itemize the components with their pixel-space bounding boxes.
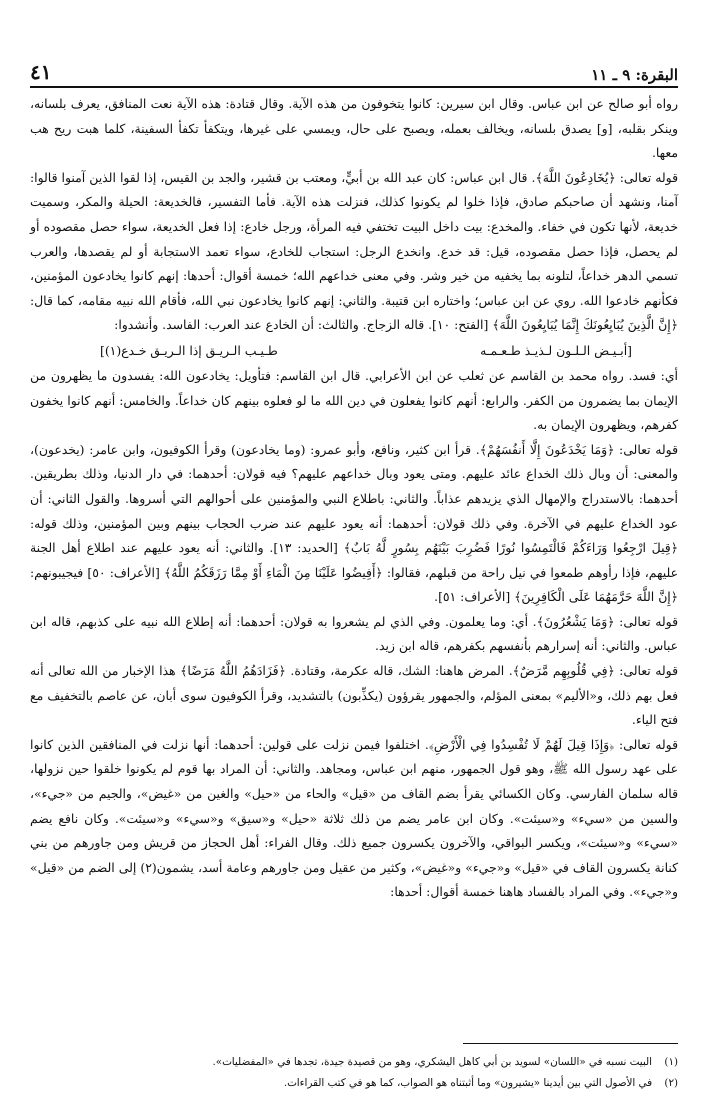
paragraph: قوله تعالى: ﴿فِي قُلُوبِهِم مَّرَضٌ﴾. المرض هاهنا: الشك، قاله عكرمة، وقتادة. ﴿فَزَادَهُمُ اللَّهُ مَرَضًا﴾ هذا الإخبار من الله تعالى أنه فعل بهم ذلك، و«الأليم» بمعنى المؤلم، والجمهور يقرؤون (يكذِّبون) بالتشديد، وقرأ الكوفيون سوى أبان، عن عاصم بالتخفيف مع فتح الياء. xyxy=(30,663,678,728)
footnotes xyxy=(30,1052,678,1094)
paragraph: قوله تعالى: ﴿وَإِذَا قِيلَ لَهُمْ لَا تُفْسِدُوا فِي الْأَرْضِ﴾. اختلفوا فيمن نزلت على قولين: أحدهما: أنها نزلت في المنافقين الذين كانوا على عهد رسول الله ﷺ، وهو قول الجمهور، منهم ابن عباس، ومجاهد. والثاني: أن المراد بها قوم لم يكونوا خلقوا حين نزولها، قاله سلمان الفارسي. وكان الكسائي يقرأ بضم القاف من «قيل» والحاء من «حيل» والغين من «غيض»، والجيم من «جيء»، والسين من «سيء» و«سيئت». وكان ابن عامر يضم من ذلك ثلاثة «حيل» و«سيق» و«سيء» و«سيئت». وكان نافع يضم «سيء» و«سيئت»، ويكسر البواقي، والآخرون يكسرون جميع ذلك. وقال الفراء: أهل الحجاز من قريش ومن جاورهم من بني كنانة يكسرون القاف في «قيل» و«جيء» و«غيض»، وكثير من عقيل ومن جاورهم وعامة أسد، يشمون(٢) إلى الضم من «قيل» و«جيء». وفي المراد بالفساد هاهنا خمسة أقوال: أحدها: xyxy=(30,736,678,900)
footnote-text: في الأصول التي بين أيدينا «يشيرون» وما أثبتناه هو الصواب، كما هو في كتب القراءات. xyxy=(283,1077,652,1089)
verse-left-hemistich: طـيـب الـريـق إذا الـريـق خـدع(١)] xyxy=(100,342,278,358)
footnote xyxy=(30,1052,678,1073)
paragraph: رواه أبو صالح عن ابن عباس. وقال ابن سيرين: كانوا يتخوفون من هذه الآية. وقال قتادة: هذه الآية نعت المنافق، يعرف بلسانه، وينكر بقلبه، [و] يصدق بلسانه، ويخالف بعمله، ويصبح على حال، ويمسي على غيرها، ويتكفأ تكفأ السفينة، كلما هبت ريح هب معها. xyxy=(30,96,678,161)
paragraph: قوله تعالى: ﴿وَمَا يَشْعُرُونَ﴾. أي: وما يعلمون. وفي الذي لم يشعروا به قولان: أحدهما: أنه إطلاع الله نبيه على كذبهم، قاله ابن عباس. والثاني: أنه إسرارهم بأنفسهم بكفرهم، قاله ابن زيد. xyxy=(30,613,678,654)
running-title: البقرة: ٩ ـ ١١ xyxy=(591,66,678,84)
poetry-verse xyxy=(30,338,678,364)
main-text xyxy=(30,92,678,905)
footnote-number: (٢) xyxy=(664,1077,678,1089)
verse-right-hemistich: [أبـيـض الـلـون لـذيـذ طـعـمـه xyxy=(480,342,632,358)
footnote-text: البيت نسبه في «اللسان» لسويد بن أبي كاهل اليشكري، وهو من قصيدة جيدة، تجدها في «المفضليات». xyxy=(212,1056,652,1068)
header-rule xyxy=(30,86,678,88)
page-number: ٤١ xyxy=(30,60,52,84)
page-header xyxy=(30,58,678,84)
paragraph: أي: فسد. رواه محمد بن القاسم عن ثعلب عن ابن الأعرابي. قال ابن القاسم: فتأويل: يخادعون الله: يفسدون ما يظهرون من الإيمان بما يضمرون من الكفر. والرابع: أنهم كانوا يفعلون في دين الله ما لو فعلوه بينهم كان خداعاً. والخامس: أنهم كانوا يخفون كفرهم، ويظهرون الإيمان به. xyxy=(30,367,678,433)
paragraph: قوله تعالى: ﴿وَمَا يَخْدَعُونَ إِلَّا أَنفُسَهُمْ﴾. قرأ ابن كثير، ونافع، وأبو عمرو: (وما يخادعون) وقرأ الكوفيون، وابن عامر: (يخدعون)، والمعنى: أن وبال ذلك الخداع عائد عليهم. ومتى يعود وبال خداعهم عليهم؟ فيه قولان: أحدهما: في دار الدنيا، وذلك بطريقين. أحدهما: بالاستدراج والإمهال الذي يزيدهم عذاباً. والثاني: باطلاع النبي والمؤمنين على أحوالهم التي أسروها. والقول الثاني: أن عود الخداع عليهم في الآخرة. وفي ذلك قولان: أحدهما: أنه يعود عليهم عند ضرب الحجاب بينهم وبين المؤمنين، وذلك قوله: ﴿قِيلَ ارْجِعُوا وَرَاءَكُمْ فَالْتَمِسُوا نُورًا فَضُرِبَ بَيْنَهُم بِسُورٍ لَّهُ بَابٌ﴾ [الحديد: ١٣]. والثاني: أنه يعود عليهم عند اطلاع أهل الجنة عليهم، فإذا رأوهم طمعوا في نيل راحة من قبلهم، فقالوا: ﴿أَفِيضُوا عَلَيْنَا مِنَ الْمَاءِ أَوْ مِمَّا رَزَقَكُمُ اللَّهُ﴾ [الأعراف: ٥٠] فيجيبونهم: ﴿إِنَّ اللَّهَ حَرَّمَهُمَا عَلَى الْكَافِرِينَ﴾ [الأعراف: ٥١]. xyxy=(30,441,678,605)
footnote-number: (١) xyxy=(664,1056,678,1068)
paragraph: قوله تعالى: ﴿يُخَادِعُونَ اللَّهَ﴾. قال ابن عباس: كان عبد الله بن أبيٍّ، ومعتب بن قشير، والجد بن القيس، إذا لقوا الذين آمنوا قالوا: آمنا، ونشهد أن صاحبكم صادق، فإذا خلوا لم يكونوا كذلك، فنزلت هذه الآية. فأما التفسير، فالخديعة: الحيلة والمكر، وسميت خديعة، لأنها تكون في خفاء. والمخدع: بيت داخل البيت تختفي فيه المرأة، ورجل خادع: إذا فعل الخديعة، سواء حصل مقصوده أو لم يحصل، فإذا حصل مقصوده، قيل: قد خدع. وانخدع الرجل: استجاب للخادع، سواء تعمد الاستجابة أو لم يقصدها، والعرب تسمي الدهر خداعاً، لتلونه بما يخفيه من خير وشر. وفي معنى خداعهم الله؛ خمسة أقوال: أحدها: إنهم كانوا يخادعون المؤمنين، فكأنهم خادعوا الله. روي عن ابن عباس؛ واختاره ابن قتيبة. والثاني: إنهم كانوا يخادعون نبي الله، فأقام الله نبيه مقامه، كما قال: ﴿إِنَّ الَّذِينَ يُبَايِعُونَكَ إِنَّمَا يُبَايِعُونَ اللَّهَ﴾ [الفتح: ١٠]. قاله الزجاج. والثالث: أن الخادع عند العرب: الفاسد. وأنشدوا: xyxy=(30,169,678,333)
footnote-rule xyxy=(463,1043,678,1044)
footnote xyxy=(30,1073,678,1094)
